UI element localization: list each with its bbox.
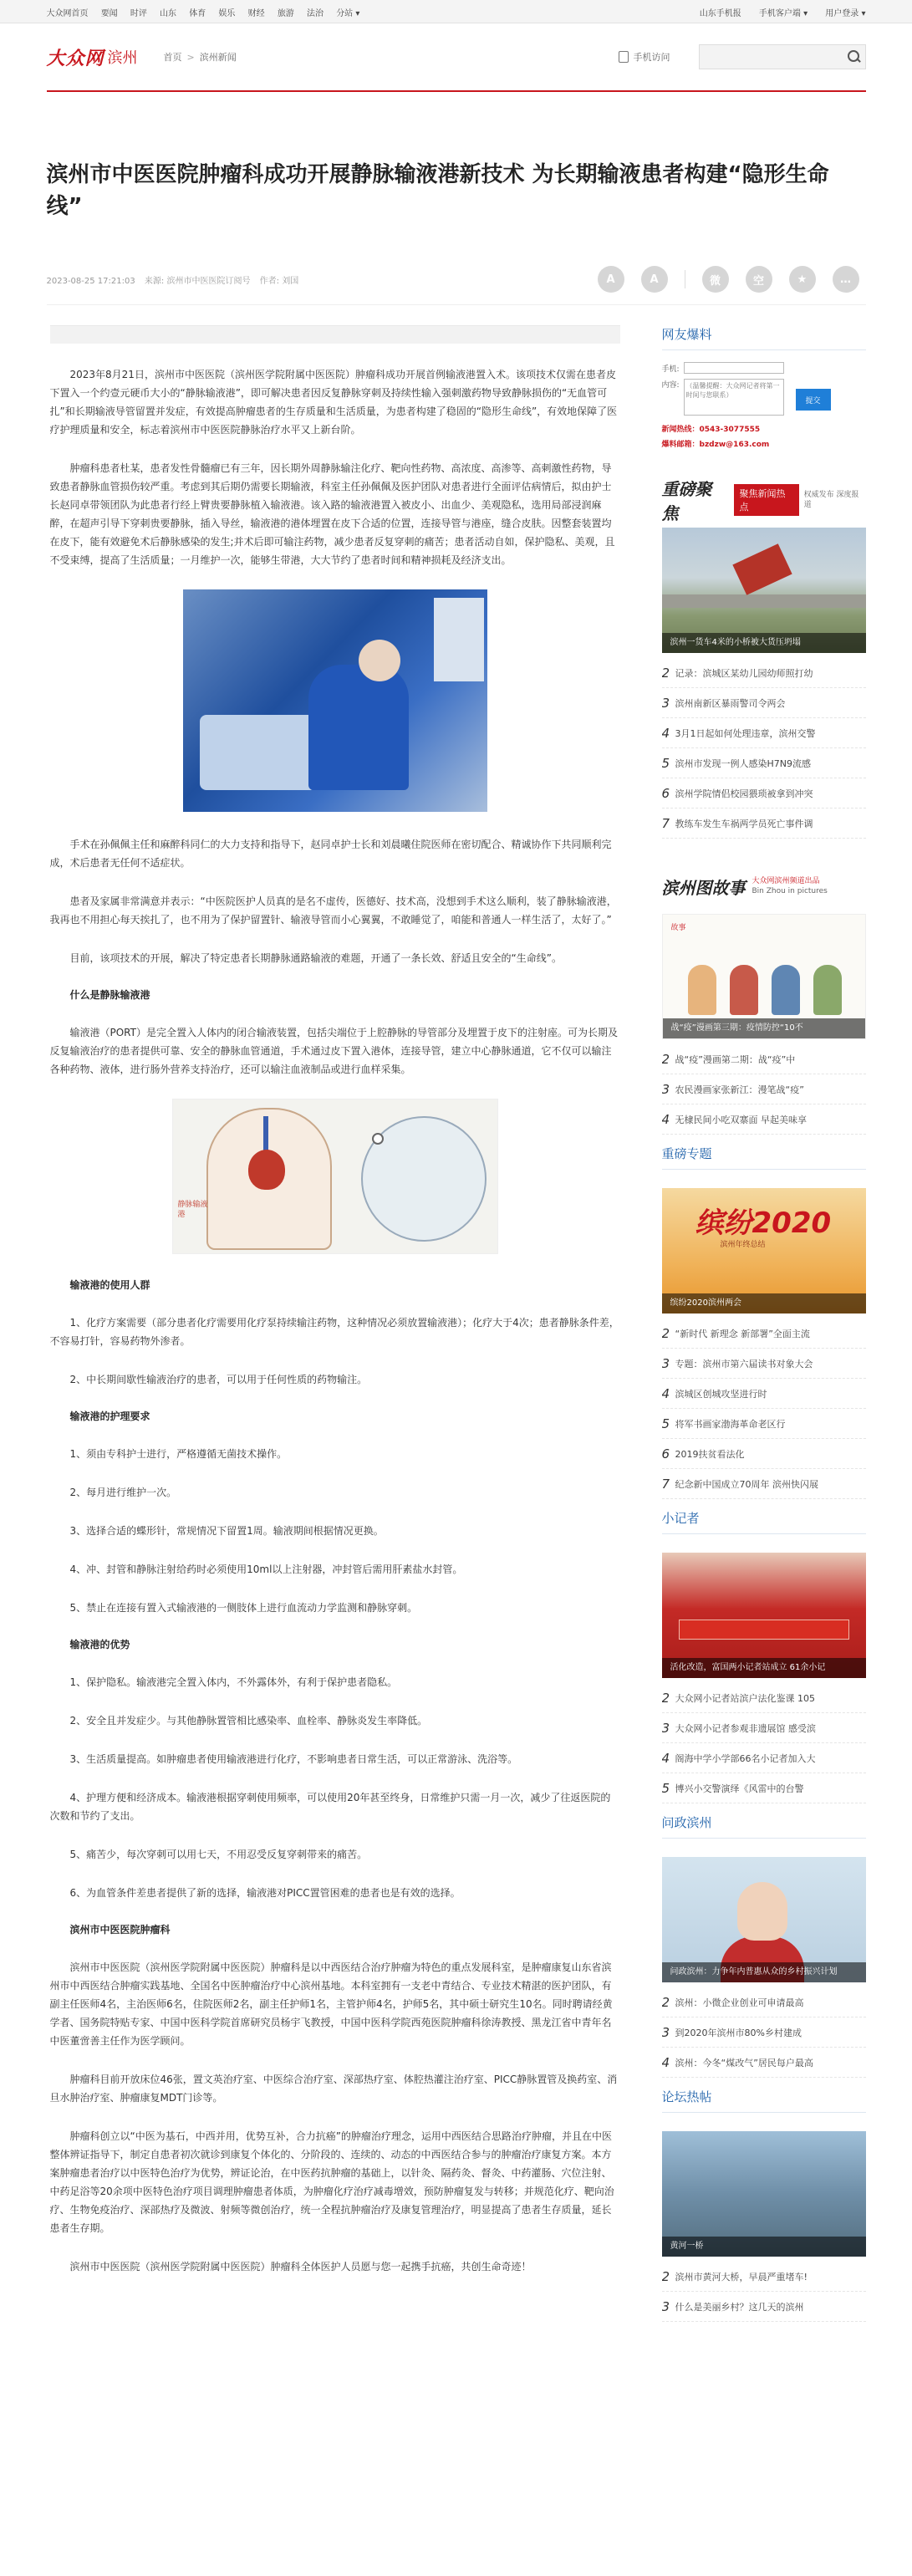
article-body	[47, 325, 624, 2330]
breadcrumb-binzhou-news[interactable]: 滨州新闻	[199, 52, 237, 63]
font-larger-icon[interactable]: A	[598, 266, 624, 293]
qa-image-caption: 问政滨州：力争年内普惠从众的乡村振兴计划	[662, 1962, 866, 1982]
breadcrumb	[164, 50, 237, 64]
top-nav-left	[47, 6, 370, 18]
article-paragraph: 5、禁止在连接有置入式输液港的一侧肢体上进行血流动力学监测和静脉穿刺。	[69, 1602, 418, 1614]
article-source: 来源: 滨州市中医医院订阅号	[144, 276, 251, 286]
topic-image-sub: 滨州年终总结	[720, 1241, 766, 1249]
mobile-access-label: 手机访问	[633, 52, 670, 63]
list-item[interactable]: 3 农民漫画家张新江：漫笔战“疫”	[662, 1074, 866, 1104]
article-paragraph: 4、冲、封管和静脉注射给药时必须使用10ml以上注射器，冲封管后需用肝素盐水封管。	[69, 1563, 463, 1575]
article-paragraph: 肿瘤科患者杜某，患者发性骨髓瘤已有三年，因长期外周静脉输注化疗、靶向性药物、高浓度、高渗等、高刺激性药物，导致患者静脉血管损伤较严重。考虑到其后期仍需要长期输液，科室主任孙佩佩及医护团队对患者进行全面评估病情后，拟由护士长赵同卓带领团队为此患者行经上臂贵要静脉植入输液港。该入路的输液港置入被皮小、出血少、美观隐私，选用局部浸润麻醉，在超声引导下穿刺贵要静脉，插入导丝，输液港的港体埋置在皮下合适的位置，连接导管与港座，缝合皮肤。因整套装置均在皮下，能有效避免术后静脉感染的发生;并术后即可输注药物，减少患者反复穿刺的痛苦；患者活动自如，保护隐私、美观，且不受束缚，提高了生活质量；一月维护一次，能够生带港，大大节约了患者时间和精神损耗及经济支出。	[49, 462, 615, 566]
list-item[interactable]: 4 3月1日起如何处理违章，滨州交警	[662, 718, 866, 748]
forum-title: 论坛热帖	[662, 2088, 866, 2113]
list-item[interactable]: 3 大众网小记者参观非遗展馆 感受滨	[662, 1713, 866, 1743]
article-paragraph: 目前，该项技术的开展，解决了特定患者长期静脉通路输液的难题，开通了一条长效、舒适且安全的“生命线”。	[69, 952, 562, 964]
tip-phone-label: 手机:	[661, 365, 680, 374]
focus-banner-title: 重磅聚焦	[661, 479, 712, 523]
focus-image-caption: 滨州一货车4米的小桥被大货压坍塌	[662, 633, 866, 653]
story-banner-title: 滨州图故事	[661, 877, 746, 898]
tip-off-form	[662, 362, 866, 452]
article-title: 滨州市中医医院肿瘤科成功开展静脉输液港新技术 为长期输液患者构建“隐形生命线”	[46, 162, 829, 219]
article-paragraph: 肿瘤科目前开放床位46张，置文英治疗室、中医综合治疗室、深部热疗室、体腔热灌注治疗室、PICC静脉置管及换药室、消旦水肿治疗室、肿瘤康复MDT门诊等。	[49, 2074, 618, 2104]
story-list	[662, 1044, 866, 1135]
top-link-entertainment[interactable]: 娱乐	[218, 8, 236, 18]
list-item[interactable]: 3 到2020年滨州市80%乡村建成	[662, 2017, 866, 2048]
section-heading-who: 输液港的使用人群	[69, 1279, 150, 1291]
font-smaller-icon[interactable]: A	[641, 266, 668, 293]
article-paragraph: 3、生活质量提高。如肿瘤患者使用输液港进行化疗，不影响患者日常生活，可以正常游泳、洗浴等。	[69, 1753, 518, 1765]
story-image[interactable]	[662, 914, 866, 1039]
article-paragraph: 3、选择合适的蝶形针，常规情况下留置1周。输液期间根据情况更换。	[69, 1525, 384, 1537]
list-item[interactable]: 5 滨州市发现一例人感染H7N9流感	[662, 748, 866, 778]
article-paragraph: 2023年8月21日，滨州市中医医院（滨州医学院附属中医医院）肿瘤科成功开展首例输液港置入术。该项技术仅需在患者皮下置入一个约壹元硬币大小的“静脉输液港”，即可解决患者因反复静脉穿刺及持续性输入强刺激药物导致静脉损伤的“无血管可扎”和长期输液导管留置并发症，有效提高肿瘤患者的生存质量和生活质量，为患者构建了稳固的“隐形生命线”，有效地保障了医疗护理质量和安全，标志着滨州市中医医院静脉治疗水平又上新台阶。	[49, 369, 618, 436]
article-paragraph: 1、须由专科护士进行，严格遵循无菌技术操作。	[69, 1448, 288, 1460]
logo-city: 滨州	[107, 49, 138, 67]
share-bar	[588, 266, 866, 293]
port-diagram-image	[172, 1099, 498, 1254]
story-banner	[662, 867, 866, 905]
qzone-share-icon[interactable]: 空	[746, 266, 772, 293]
topic-image-caption: 缤纷2020滨州两会	[662, 1293, 866, 1314]
topic-title: 重磅专题	[662, 1145, 866, 1170]
qa-image[interactable]	[662, 1857, 866, 1982]
list-item[interactable]: 2 大众网小记者站滨户法化鉴课 105	[662, 1683, 866, 1713]
list-item[interactable]: 3 什么是美丽乡村？这几天的滨州	[662, 2292, 866, 2322]
article-paragraph: 1、保护隐私。输液港完全置入体内，不外露体外，有利于保护患者隐私。	[69, 1676, 398, 1688]
phone-icon	[619, 51, 629, 63]
forum-list	[662, 2262, 866, 2322]
tip-content-input[interactable]	[684, 379, 784, 416]
article-paragraph: 滨州市中医医院（滨州医学院附属中医医院）肿瘤科是以中西医结合治疗肿瘤为特色的重点发展科室，是肿瘤康复山东省滨州市中西医结合肿瘤实践基地、全国名中医肿瘤治疗中心滨州基地。本科室拥有一支老中青结合、专业技术精湛的医护团队，有副主任医师4名，主治医师6名，住院医师2名，副主任护师1名，主管护师4名，护师5名，其中硕士研究生10名。同时聘请经黄学者、国务院特贴专家、中国中医科学院首席研究员杨宇飞教授，中国中医科学院西苑医院肿瘤科徐涛教授、黑龙江省中青年名中医董啻善主任作为医学顾问。	[49, 1961, 613, 2047]
article-paragraph: 滨州市中医医院（滨州医学院附属中医医院）肿瘤科全体医护人员愿与您一起携手抗癌，共创生命奇迹！	[69, 2261, 532, 2272]
article-paragraph: 2、安全且并发症少。与其他静脉置管相比感染率、血栓率、静脉炎发生率降低。	[69, 1715, 428, 1727]
more-share-icon[interactable]: …	[833, 266, 859, 293]
search-icon[interactable]	[842, 45, 865, 69]
section-heading-care: 输液港的护理要求	[69, 1410, 150, 1422]
tip-content-label: 内容:	[661, 381, 680, 390]
tip-email: 爆料邮箱：bzdzw@163.com	[661, 441, 770, 449]
top-link-app[interactable]: 手机客户端 ▾	[758, 8, 808, 18]
forum-image[interactable]	[662, 2131, 866, 2257]
search-box	[699, 44, 866, 69]
focus-image[interactable]	[662, 528, 866, 653]
list-item[interactable]: 2 战“疫”漫画第二期：战“疫”中	[662, 1044, 866, 1074]
article-paragraph: 肿瘤科创立以“中医为基石，中西并用，优势互补，合力抗癌”的肿瘤治疗理念，运用中西医结合思路治疗肿瘤，并且在中医整体辨证指导下，制定自患者初次就诊到康复个体化的、分阶段的、连续的、动态的中西医结合参与的肿瘤治疗康复方案。本方案肿瘤患者治疗以中医特色治疗为优势，辨证论治，在中医药抗肿瘤的基础上，以针灸、隔药灸、督灸、中药灌肠、穴位注射、中药足浴等20余项中医特色治疗项目调理肿瘤患者体质，为肿瘤化疗治疗减毒增效，预防肿瘤复发与转移；并规范化疗、靶向治疗、生物免疫治疗、深部热疗及微波、射频等微创治疗，统一全程抗肿瘤治疗及康复管理治疗，明显提高了患者生存质量，延长患者生存期。	[49, 2130, 614, 2234]
breadcrumb-home[interactable]: 首页	[163, 52, 182, 63]
site-logo[interactable]	[47, 44, 164, 70]
kid-reporter-image-caption: 活化改造，富国两小记者站成立 61余小记	[662, 1658, 866, 1678]
tip-phone-input[interactable]	[684, 362, 784, 374]
logo-text: 大众网	[46, 47, 104, 69]
sidebar	[662, 325, 866, 2330]
list-item[interactable]: 2 记录：滨城区某幼儿园幼师照打幼	[662, 658, 866, 688]
article-paragraph: 6、为血管条件差患者提供了新的选择，输液港对PICC置管困难的患者也是有效的选择。	[69, 1887, 461, 1899]
article-paragraph: 5、痛苦少，每次穿刺可以用七天，不用忍受反复穿刺带来的痛苦。	[69, 1849, 368, 1860]
top-link-news[interactable]: 要闻	[100, 8, 118, 18]
surgery-photo	[50, 589, 620, 812]
list-item[interactable]: 4 阁海中学小学部66名小记者加入大	[662, 1743, 866, 1773]
article-author: 作者: 刘国	[259, 276, 299, 286]
kid-reporter-list	[662, 1683, 866, 1803]
kid-reporter-title: 小记者	[662, 1509, 866, 1534]
search-input[interactable]	[700, 45, 842, 69]
tip-hotline: 新闻热线：0543-3077555	[661, 426, 761, 434]
top-link-shandong[interactable]: 山东	[160, 8, 177, 18]
list-item[interactable]: 6 滨州学院情侣校园猥琐被拿到冲突	[662, 778, 866, 809]
favorite-icon[interactable]: ★	[789, 266, 816, 293]
article-paragraph: 患者及家属非常满意并表示：“中医院医护人员真的是名不虚传，医德好、技术高，没想到手术这么顺利，装了静脉输液港，我再也不用担心每天挨扎了，也不用为了保护留置针、输液导管而小心翼翼，不敢睡觉了，咱能和普通人一样生活了，太好了。”	[49, 895, 617, 926]
list-item[interactable]: 2 滨州：小微企业创业可申请最高	[662, 1987, 866, 2017]
tip-submit-button[interactable]: 提交	[796, 389, 831, 411]
focus-news-list	[662, 658, 866, 839]
top-link-opinion[interactable]: 时评	[130, 8, 147, 18]
list-item[interactable]: 7 教练车发生车祸两学员死亡事件调	[662, 809, 866, 839]
story-image-title: 故事	[670, 924, 686, 932]
list-item[interactable]: 4 滨州：今冬“煤改气”居民每户最高	[662, 2048, 866, 2078]
list-item[interactable]: 3 滨州南新区暴雨警司令两会	[662, 688, 866, 718]
top-link-finance[interactable]: 财经	[247, 8, 265, 18]
story-banner-sub: 大众网滨州频道出品 Bin Zhou in pictures	[752, 877, 828, 895]
article-paragraph: 1、化疗方案需要（部分患者化疗需要用化疗泵持续输注药物，这种情况必须放置输液港）；化疗大于4次；患者静脉条件差，不容易打针，容易药物外渗者。	[49, 1317, 619, 1347]
mobile-access[interactable]	[619, 50, 670, 64]
top-link-law[interactable]: 法治	[307, 8, 324, 18]
list-item[interactable]: 5 博兴小交警演绎《风雷中的台警	[662, 1773, 866, 1803]
section-heading-department: 滨州市中医医院肿瘤科	[69, 1924, 171, 1936]
site-header	[47, 23, 866, 90]
port-diagram-caption: 静脉输液港	[177, 1201, 208, 1219]
article-paragraph: 手术在孙佩佩主任和麻醉科同仁的大力支持和指导下，赵同卓护士长和刘晨曦住院医师在密切配合、精诚协作下共同顺利完成，术后患者无任何不适症状。	[49, 839, 612, 869]
section-heading-what: 什么是静脉输液港	[69, 989, 150, 1001]
breadcrumb-separator: >	[186, 51, 195, 63]
story-image-caption: 战“疫”漫画第三期：疫情防控“10不	[663, 1018, 865, 1038]
list-item[interactable]: 7 纪念新中国成立70周年 滨州快闪展	[662, 1469, 866, 1499]
topic-image[interactable]	[662, 1188, 866, 1314]
focus-banner-sub: 权威发布 深度报道	[803, 491, 859, 509]
topic-list	[662, 1319, 866, 1499]
top-nav-right	[685, 6, 866, 18]
list-item[interactable]: 5 将军书画家渤海革命老区行	[662, 1409, 866, 1439]
qa-list	[662, 1987, 866, 2078]
surgery-photo-image	[183, 589, 487, 812]
top-link-mobile-paper[interactable]: 山东手机报	[699, 8, 741, 18]
list-item[interactable]: 2 “新时代 新理念 新部署”全面主流	[662, 1319, 866, 1349]
list-item[interactable]: 4 无棣民间小吃双寨面 早起美味享	[662, 1104, 866, 1135]
top-link-sports[interactable]: 体育	[189, 8, 206, 18]
kid-reporter-image[interactable]	[662, 1553, 866, 1678]
wechat-share-icon[interactable]: 微	[702, 266, 729, 293]
top-link-login[interactable]: 用户登录 ▾	[825, 8, 866, 18]
top-link-travel[interactable]: 旅游	[277, 8, 294, 18]
article-top-bar	[50, 325, 620, 344]
article-paragraph: 2、每月进行维护一次。	[69, 1487, 177, 1498]
article-meta	[47, 266, 866, 305]
top-link-home[interactable]: 大众网首页	[46, 8, 89, 18]
article-paragraph: 4、护理方便和经济成本。输液港根据穿刺使用频率，可以使用20年甚至终身，日常维护只需一月一次，减少了往返医院的次数和节约了支出。	[49, 1792, 611, 1822]
top-link-substations[interactable]: 分站 ▾	[336, 8, 360, 18]
section-heading-advantages: 输液港的优势	[69, 1639, 130, 1650]
list-item[interactable]: 6 2019扶贫看法化	[662, 1439, 866, 1469]
port-diagram	[50, 1099, 620, 1254]
focus-banner	[661, 479, 866, 523]
list-item[interactable]: 4 滨城区创城攻坚进行时	[662, 1379, 866, 1409]
focus-banner-tag: 聚焦新闻热点	[734, 484, 798, 516]
article-date: 2023-08-25 17:21:03	[46, 276, 135, 286]
article-paragraph: 输液港（PORT）是完全置入人体内的闭合输液装置，包括尖端位于上腔静脉的导管部分及埋置于皮下的注射座。可为长期及反复输液治疗的患者提供可靠、安全的静脉血管通道，手术通过皮下置入港体，连接导管，建立中心静脉通道，它不仅可以输注各种药物、液体，进行肠外营养支持治疗，还可以输注血液制品或进行血样采集。	[49, 1027, 618, 1075]
forum-image-caption: 黄河一桥	[662, 2237, 866, 2257]
top-bar	[0, 0, 912, 23]
article-paragraph: 2、中长期间歇性输液治疗的患者，可以用于任何性质的药物输注。	[69, 1374, 368, 1385]
tip-off-title: 网友爆料	[662, 325, 866, 350]
topic-image-big: 缤纷2020	[695, 1206, 832, 1240]
list-item[interactable]: 3 专题：滨州市第六届读书对象大会	[662, 1349, 866, 1379]
qa-title: 问政滨州	[662, 1813, 866, 1839]
list-item[interactable]: 2 滨州市黄河大桥，早晨严重堵车!	[662, 2262, 866, 2292]
